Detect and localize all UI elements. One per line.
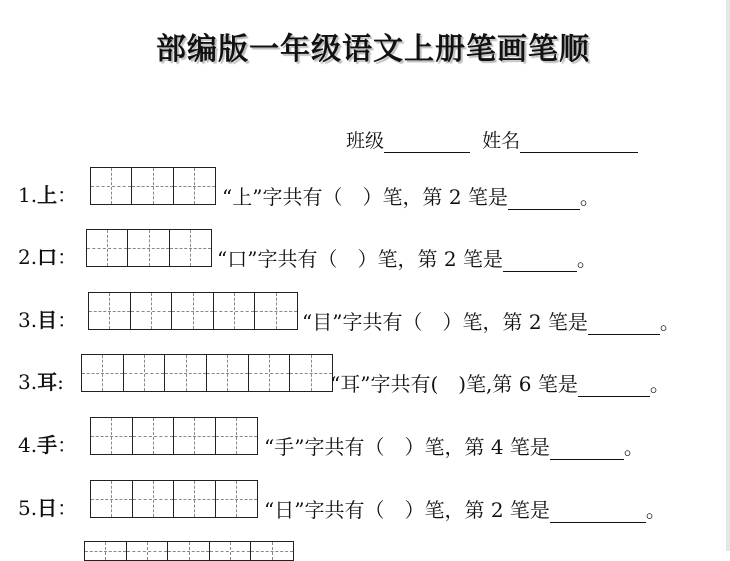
item-number: 3.目： [18,308,78,332]
grid-cell [91,418,133,454]
grid-cell [91,168,132,204]
grid-cell [251,542,293,560]
answer-blank[interactable] [550,441,624,460]
item-row-3 [0,292,730,338]
grid-cell [127,542,169,560]
item-row-5 [0,417,730,463]
question-text: “日”字共有（ ）笔，第 2 笔是 。 [264,498,666,522]
answer-blank[interactable] [508,191,580,210]
grid-cell [172,293,214,329]
grid-cell [128,230,169,266]
grid-cell [85,542,127,560]
writing-grid-partial[interactable] [84,541,294,561]
grid-cell [91,481,133,517]
writing-grid[interactable] [90,417,258,455]
writing-grid[interactable] [90,167,216,205]
item-number: 1.上： [18,183,78,207]
grid-cell [290,355,332,391]
class-name-line [346,126,638,153]
grid-cell [87,230,128,266]
item-number: 2.口： [18,245,78,269]
writing-grid[interactable] [81,354,333,392]
item-number: 3.耳: [18,370,64,394]
grid-cell [210,542,252,560]
writing-grid[interactable] [88,292,298,330]
answer-blank[interactable] [503,253,577,272]
page-title: 部编版一年级语文上册笔画笔顺 [156,32,590,67]
grid-cell [249,355,291,391]
grid-cell [124,355,166,391]
question-text: “目”字共有（ ）笔，第 2 笔是 。 [302,310,680,334]
grid-cell [168,542,210,560]
item-row-6 [0,480,730,526]
grid-cell [216,418,257,454]
name-blank[interactable] [520,132,638,153]
name-label: 姓名 [482,130,521,152]
answer-blank[interactable] [578,378,650,397]
grid-cell [82,355,124,391]
grid-cell [133,481,175,517]
item-row-4 [0,354,730,400]
writing-grid[interactable] [86,229,212,267]
grid-cell [174,418,216,454]
grid-cell [216,481,257,517]
writing-grid[interactable] [90,480,258,518]
question-text: “口”字共有（ ）笔，第 2 笔是 。 [217,247,597,271]
question-text: “耳”字共有( )笔,第 6 笔是 。 [330,372,670,396]
grid-cell [132,168,173,204]
grid-cell [207,355,249,391]
item-row-2 [0,229,730,275]
answer-blank[interactable] [588,316,660,335]
grid-cell [165,355,207,391]
grid-cell [214,293,256,329]
grid-cell [174,481,216,517]
class-blank[interactable] [384,132,470,153]
item-number: 4.手： [18,433,78,457]
item-row-1 [0,167,730,213]
grid-cell [174,168,215,204]
question-text: “手”字共有（ ）笔，第 4 笔是 。 [264,435,644,459]
grid-cell [133,418,175,454]
answer-blank[interactable] [550,504,646,523]
class-label: 班级 [346,130,385,152]
page-edge-shadow [726,0,730,551]
grid-cell [131,293,173,329]
item-number: 5.日： [18,496,78,520]
grid-cell [89,293,131,329]
grid-cell [170,230,211,266]
question-text: “上”字共有（ ）笔，第 2 笔是 。 [222,185,600,209]
grid-cell [255,293,297,329]
